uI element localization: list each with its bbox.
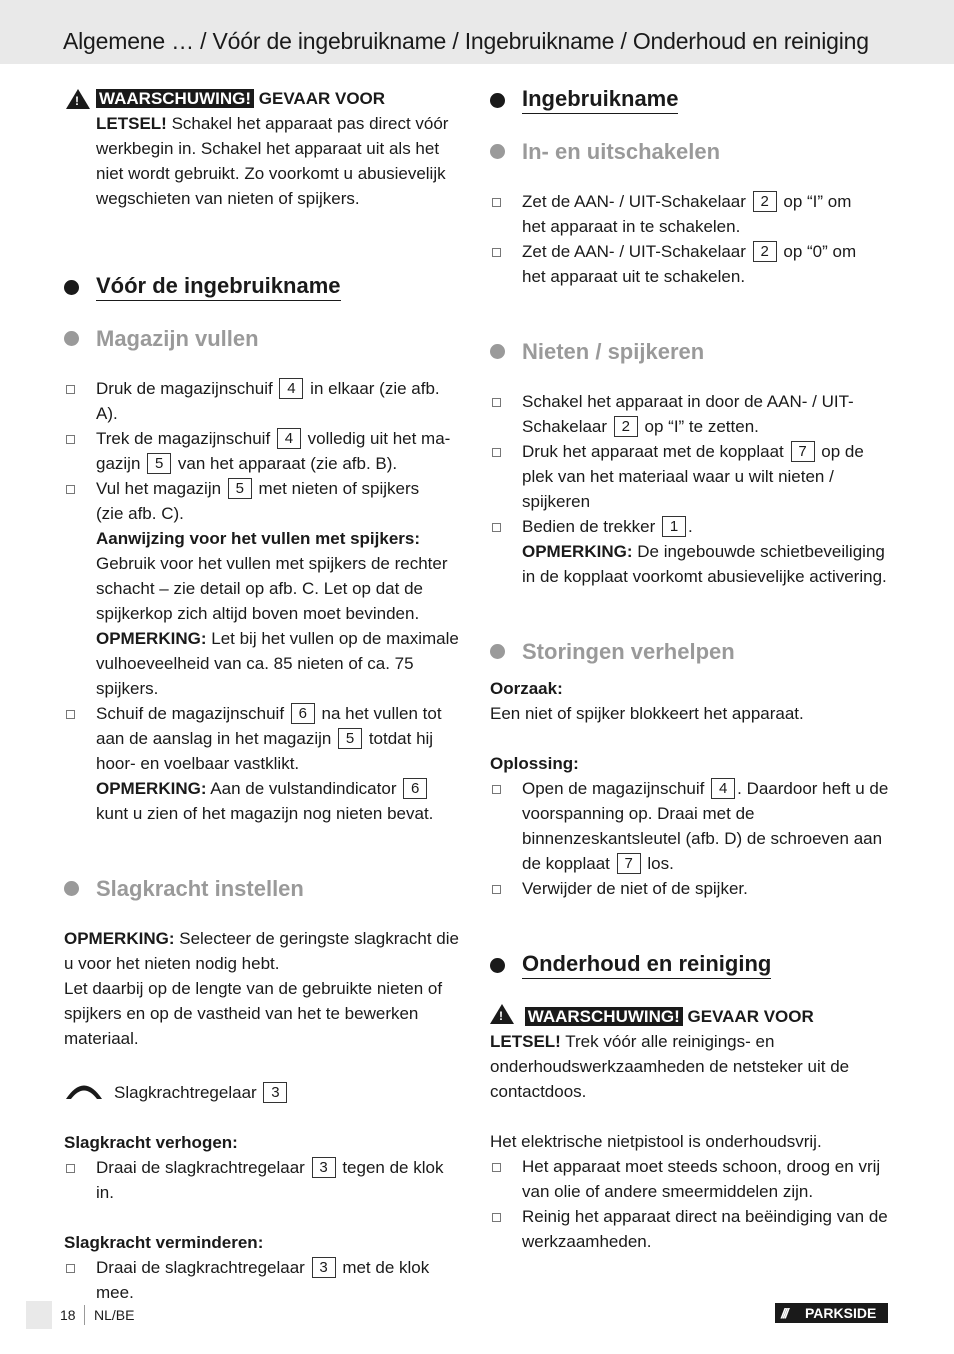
solution-label: Oplossing: bbox=[490, 754, 579, 773]
list-item: Druk het apparaat met de kopplaat 7 op de plek van het materiaal waar u wilt nieten / spijkeren bbox=[490, 439, 890, 514]
list-item: Schakel het apparaat in door de AAN- / UIT- Schakelaar 2 op “I” te zetten. bbox=[490, 389, 890, 439]
up-title: Slagkracht verhogen: bbox=[64, 1133, 238, 1152]
list-item: Bedien de trekker 1 . bbox=[490, 514, 890, 539]
list-item: Trek de magazijnschuif 4 volledig uit het ma- gazijn 5 van het apparaat (zie afb. B). bbox=[64, 426, 464, 476]
warning-lead2: LETSEL! bbox=[96, 114, 167, 133]
part-ref: 7 bbox=[791, 441, 815, 462]
hint-title: Aanwijzing voor het vullen met spijkers: bbox=[96, 529, 421, 548]
part-ref: 7 bbox=[617, 853, 641, 874]
part-ref: 2 bbox=[753, 241, 777, 262]
part-ref: 3 bbox=[312, 1157, 336, 1178]
paragraph: Let daarbij op de lengte van de gebruikte nieten of spijkers en op de vastheid van het te bewerken materiaal. bbox=[64, 979, 443, 1048]
page-number: 18 bbox=[60, 1307, 76, 1323]
checkbox-icon bbox=[66, 1264, 75, 1273]
bullet-icon bbox=[490, 93, 505, 108]
part-ref: 3 bbox=[263, 1082, 287, 1103]
checkbox-icon bbox=[492, 885, 501, 894]
checkbox-icon bbox=[66, 435, 75, 444]
bullet-icon bbox=[64, 881, 79, 896]
list-item: Vul het magazijn 5 met nieten of spijkers (zie afb. C). bbox=[64, 476, 464, 526]
subsection-heading: In- en uitschakelen bbox=[490, 139, 890, 164]
warning-badge: WAARSCHUWING! bbox=[525, 1007, 683, 1026]
page-header bbox=[0, 0, 954, 64]
note: OPMERKING: De ingebouwde schietbeveiliging in de kopplaat voorkomt abusievelijke activering. bbox=[522, 542, 887, 586]
list-item: Schuif de magazijnschuif 6 na het vullen tot aan de aanslag in het magazijn 5 totdat hij hoor- en voelbaar vastklikt. bbox=[64, 701, 464, 776]
list-item: Draai de slagkrachtregelaar 3 met de klok mee. bbox=[64, 1255, 464, 1305]
checkbox-icon bbox=[492, 1213, 501, 1222]
brand-logo bbox=[775, 1303, 888, 1323]
note: OPMERKING: Selecteer de geringste slagkracht die u voor het nieten nodig hebt. bbox=[64, 929, 459, 973]
knob-icon bbox=[64, 1078, 104, 1100]
part-ref: 1 bbox=[662, 516, 686, 537]
warning-text: Schakel het apparaat pas direct vóór werkbegin in. Schakel het apparaat uit als het niet wordt gebruikt. Zo voorkomt u abusievelijk wegschieten van nieten of spijkers. bbox=[96, 114, 449, 208]
part-ref: 5 bbox=[228, 478, 252, 499]
part-ref: 2 bbox=[753, 191, 777, 212]
list-item: Zet de AAN- / UIT-Schakelaar 2 op “0” om het apparaat uit te schakelen. bbox=[490, 239, 890, 289]
part-ref: 5 bbox=[147, 453, 171, 474]
warning-lead: GEVAAR VOOR bbox=[258, 89, 386, 108]
checkbox-icon bbox=[492, 198, 501, 207]
note: OPMERKING: Let bij het vullen op de maximale vulhoeveelheid van ca. 85 nieten of ca. 75 spijkers. bbox=[96, 629, 459, 698]
checkbox-icon bbox=[66, 710, 75, 719]
subsection-heading: Nieten / spijkeren bbox=[490, 339, 890, 364]
bullet-icon bbox=[64, 331, 79, 346]
right-column bbox=[490, 86, 890, 1254]
warning-triangle-icon: ! bbox=[490, 1004, 514, 1024]
page-title: Algemene … / Vóór de ingebruikname / Ingebruikname / Onderhoud en reiniging bbox=[63, 28, 869, 54]
checkbox-icon bbox=[492, 785, 501, 794]
cause-text: Een niet of spijker blokkeert het apparaat. bbox=[490, 704, 804, 723]
locale: NL/BE bbox=[94, 1307, 135, 1323]
part-ref: 5 bbox=[338, 728, 362, 749]
checkbox-icon bbox=[66, 1164, 75, 1173]
left-column bbox=[64, 86, 464, 1305]
checkbox-icon bbox=[492, 398, 501, 407]
subsection-heading: Storingen verhelpen bbox=[490, 639, 890, 664]
list-item: Druk de magazijnschuif 4 in elkaar (zie afb. A). bbox=[64, 376, 464, 426]
part-ref: 6 bbox=[403, 778, 427, 799]
bullet-icon bbox=[490, 644, 505, 659]
warning-block bbox=[64, 86, 464, 211]
list-item: Het apparaat moet steeds schoon, droog en vrij van olie of andere smeermiddelen zijn. bbox=[490, 1154, 890, 1204]
regelaar-row: Slagkrachtregelaar 3 bbox=[64, 1078, 464, 1105]
part-ref: 3 bbox=[312, 1257, 336, 1278]
checkbox-icon bbox=[492, 523, 501, 532]
list-item: Verwijder de niet of de spijker. bbox=[490, 876, 890, 901]
part-ref: 4 bbox=[279, 378, 303, 399]
subsection-heading: Magazijn vullen bbox=[64, 326, 464, 351]
section-heading: Vóór de ingebruikname bbox=[64, 273, 464, 301]
brand-mark: /// bbox=[781, 1305, 787, 1321]
warning-triangle-icon: ! bbox=[66, 89, 90, 109]
list-item: Open de magazijnschuif 4 . Daardoor heft u de voorspanning op. Draai met de binnenzeskantsleutel (afb. D) de schroeven aan de kopplaat 7 los. bbox=[490, 776, 890, 876]
checkbox-icon bbox=[66, 385, 75, 394]
note: OPMERKING: Aan de vulstandindicator 6 kunt u zien of het magazijn nog nieten bevat. bbox=[96, 779, 434, 823]
part-ref: 4 bbox=[277, 428, 301, 449]
bullet-icon bbox=[490, 958, 505, 973]
subsection-heading: Slagkracht instellen bbox=[64, 876, 464, 901]
part-ref: 2 bbox=[614, 416, 638, 437]
checkbox-icon bbox=[492, 448, 501, 457]
bullet-icon bbox=[490, 344, 505, 359]
cause-label: Oorzaak: bbox=[490, 679, 563, 698]
section-heading: Ingebruikname bbox=[490, 86, 890, 114]
checkbox-icon bbox=[492, 1163, 501, 1172]
footer-tab bbox=[26, 1301, 52, 1329]
hint-text: Gebruik voor het vullen met spijkers de rechter schacht – zie detail op afb. C. Let op dat de spijkerkop zich altijd boven moet bevinden. bbox=[96, 554, 448, 623]
list-item: Reinig het apparaat direct na beëindiging van de werkzaamheden. bbox=[490, 1204, 890, 1254]
checkbox-icon bbox=[66, 485, 75, 494]
down-title: Slagkracht verminderen: bbox=[64, 1233, 264, 1252]
brand-name: PARKSIDE bbox=[805, 1305, 877, 1321]
warning-block: ! WAARSCHUWING! GEVAAR VOOR LETSEL! Trek vóór alle reinigings- en onderhoudswerkzaamheden de netsteker uit de contactdoos. bbox=[490, 1004, 890, 1104]
paragraph: Het elektrische nietpistool is onderhoudsvrij. bbox=[490, 1132, 822, 1151]
part-ref: 4 bbox=[711, 778, 735, 799]
section-heading: Onderhoud en reiniging bbox=[490, 951, 890, 979]
checkbox-icon bbox=[492, 248, 501, 257]
list-item: Draai de slagkrachtregelaar 3 tegen de klok in. bbox=[64, 1155, 464, 1205]
bullet-icon bbox=[64, 280, 79, 295]
list-item: Zet de AAN- / UIT-Schakelaar 2 op “I” om het apparaat in te schakelen. bbox=[490, 189, 890, 239]
bullet-icon bbox=[490, 144, 505, 159]
footer-divider bbox=[84, 1305, 85, 1325]
warning-badge: WAARSCHUWING! bbox=[96, 89, 254, 108]
part-ref: 6 bbox=[291, 703, 315, 724]
